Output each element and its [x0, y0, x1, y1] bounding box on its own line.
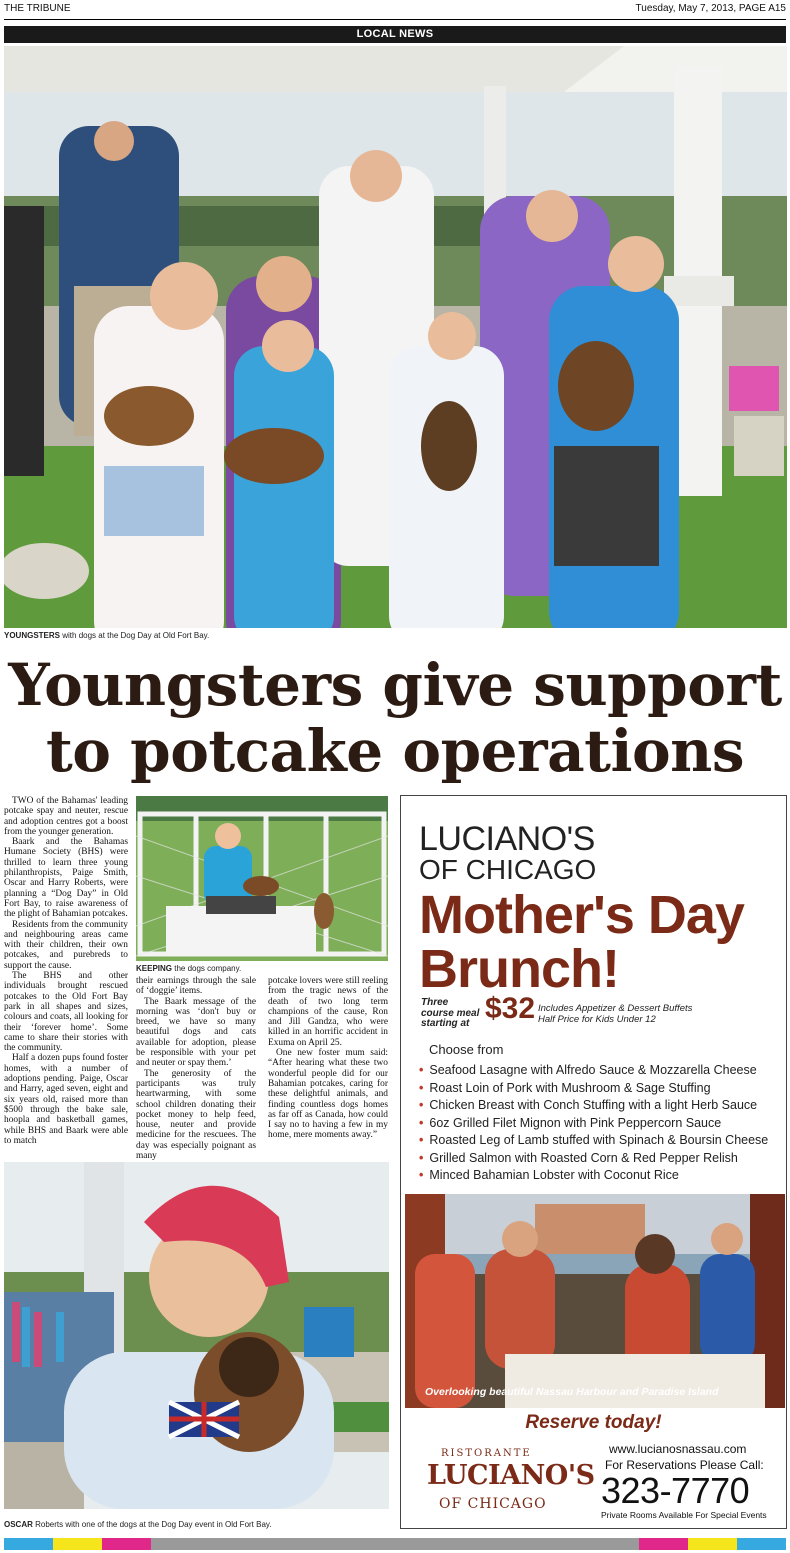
- color-swatch: [639, 1538, 688, 1550]
- menu-item: [419, 1097, 768, 1115]
- section-label: LOCAL NEWS: [4, 26, 786, 43]
- caption-text: Roberts with one of the dogs at the Dog Day event in Old Fort Bay.: [32, 1520, 272, 1529]
- bullet-icon: •: [419, 1063, 424, 1077]
- ad-phone-number[interactable]: 323-7770: [601, 1470, 750, 1511]
- color-swatch: [542, 1538, 591, 1550]
- color-swatch: [346, 1538, 395, 1550]
- color-swatch: [737, 1538, 786, 1550]
- main-photo: [4, 46, 787, 628]
- color-swatch: [444, 1538, 493, 1550]
- dateline: Tuesday, May 7, 2013, PAGE A15: [635, 3, 786, 14]
- inset-photo: [136, 796, 388, 961]
- masthead-rule: [4, 19, 786, 20]
- paragraph: The generosity of the participants was truly heartwarming, with some school children donating their pocket money to help feed, house, neuter and provide medicine for the rescuees. The day was especially poignant as many: [136, 1068, 256, 1162]
- ad-course-line: starting at: [421, 1018, 470, 1029]
- paragraph: potcake lovers were still reeling from the tragic news of the death of two long term champions of the cause, Ron and Jill Gandza, who were killed in an horrific accident in Exuma on April 25.: [268, 976, 388, 1048]
- menu-item-label: 6oz Grilled Filet Mignon with Pink Peppercorn Sauce: [429, 1115, 722, 1130]
- caption-lead: KEEPING: [136, 964, 173, 973]
- menu-item: [419, 1132, 768, 1150]
- ad-brand-city: OF CHICAGO: [419, 854, 597, 885]
- color-swatch: [200, 1538, 249, 1550]
- menu-item-label: Roast Loin of Pork with Mushroom & Sage Stuffing: [429, 1080, 711, 1095]
- ad-reservations-text: For Reservations Please Call:: [605, 1458, 764, 1472]
- paragraph: TWO of the Bahamas' leading potcake spay and neuter, rescue and adoption centres got a boost from the younger generation.: [4, 796, 128, 837]
- bullet-icon: •: [419, 1168, 424, 1182]
- ad-menu-list: [419, 1062, 768, 1185]
- paragraph: Half a dozen pups found foster homes, with a number of adoptions pending. Paige, Oscar and Harry, aged seven, eight and six years old, raised more than $500 through the bake sale, hoopla and basketball games, while BHS and Baark were able to match: [4, 1053, 128, 1146]
- color-swatch: [493, 1538, 542, 1550]
- color-swatch: [53, 1538, 102, 1550]
- color-swatch: [151, 1538, 200, 1550]
- paragraph: Residents from the community and neighbouring areas came with their children, their own potcakes, and purebreds to support the cause.: [4, 919, 128, 971]
- oscar-photo: [4, 1162, 389, 1509]
- menu-item-label: Roasted Leg of Lamb stuffed with Spinach & Boursin Cheese: [429, 1133, 769, 1147]
- color-swatch: [297, 1538, 346, 1550]
- menu-item: [419, 1062, 768, 1080]
- ad-reserve-heading: Reserve today!: [525, 1412, 662, 1433]
- ad-includes-line: Includes Appetizer & Dessert Buffets: [538, 1003, 693, 1014]
- color-swatch: [591, 1538, 640, 1550]
- ad-price: $32: [485, 992, 536, 1025]
- ad-title: [419, 885, 744, 999]
- ad-logo-ristorante: RISTORANTE: [441, 1448, 532, 1459]
- caption-lead: OSCAR: [4, 1520, 33, 1529]
- paragraph: The Baark message of the morning was ‘don't buy or breed, we have so many beautiful dogs and cats available for adoption, please be responsible with your pet and neuter or spay them.’: [136, 996, 256, 1069]
- color-swatch: [688, 1538, 737, 1550]
- menu-item-label: Seafood Lasagne with Alfredo Sauce & Mozzarella Cheese: [429, 1063, 757, 1077]
- ad-choose-heading: Choose from: [429, 1042, 504, 1057]
- menu-item: [419, 1167, 768, 1185]
- color-swatch: [4, 1538, 53, 1550]
- ad-private-rooms: Private Rooms Available For Special Events: [601, 1510, 767, 1520]
- ad-includes: [538, 1004, 692, 1025]
- caption-lead: YOUNGSTERS: [4, 631, 61, 640]
- menu-item-label: Grilled Salmon with Roasted Corn & Red Pepper Relish: [429, 1150, 738, 1165]
- registration-color-bar: [4, 1538, 786, 1550]
- ad-photo-caption: Overlooking beautiful Nassau Harbour and Paradise Island: [425, 1386, 719, 1398]
- paragraph: One new foster mum said: “After hearing what these two wonderful people did for our Bahamian potcakes, caring for these delightful animals, and finding countless dogs homes as far off as Canada, how could I say no to having a few in my home, mere moments away.”: [268, 1048, 388, 1141]
- ad-logo-city: OF CHICAGO: [439, 1496, 547, 1512]
- article-column-1: [4, 796, 128, 1146]
- oscar-photo-caption: [4, 1520, 272, 1529]
- menu-item: [419, 1080, 768, 1098]
- caption-text: the dogs company.: [172, 964, 242, 973]
- headline-line-2: to potcake operations: [46, 717, 744, 785]
- ad-photo: [405, 1194, 785, 1408]
- bullet-icon: •: [419, 1080, 424, 1095]
- ad-course-text: [421, 998, 479, 1030]
- bullet-icon: •: [419, 1115, 424, 1130]
- article-column-3: [268, 976, 388, 1141]
- ad-course-line: Three: [421, 997, 449, 1008]
- paragraph: Baark and the Bahamas Humane Society (BHS) were thrilled to learn three young philanthropists, Paige Smith, Oscar and Harry Roberts, were planning a “Dog Day” in Old Fort Bay, to raise awareness of the plight of Bahamian potcakes.: [4, 837, 128, 920]
- ad-title-line-1: Mother's Day: [419, 885, 744, 945]
- ad-course-line: course meal: [421, 1007, 480, 1019]
- ad-title-line-2: Brunch!: [419, 939, 619, 999]
- ad-brand-name: LUCIANO'S: [419, 820, 595, 858]
- main-photo-caption: [4, 631, 209, 640]
- menu-item-label: Chicken Breast with Conch Stuffing with a light Herb Sauce: [429, 1098, 758, 1112]
- ad-logo-name: LUCIANO'S: [427, 1460, 595, 1491]
- color-swatch: [102, 1538, 151, 1550]
- color-swatch: [395, 1538, 444, 1550]
- headline-line-1: Youngsters give support: [8, 651, 782, 719]
- menu-item-label: Minced Bahamian Lobster with Coconut Rice: [429, 1168, 679, 1182]
- ad-website-link[interactable]: www.lucianosnassau.com: [609, 1442, 747, 1456]
- color-swatch: [248, 1538, 297, 1550]
- bullet-icon: •: [419, 1150, 424, 1165]
- lucianos-advertisement[interactable]: [400, 795, 787, 1529]
- masthead: [4, 3, 786, 17]
- menu-item: [419, 1115, 768, 1133]
- bullet-icon: •: [419, 1098, 424, 1112]
- bullet-icon: •: [419, 1133, 424, 1147]
- caption-text: with dogs at the Dog Day at Old Fort Bay.: [60, 631, 210, 640]
- ad-includes-line: Half Price for Kids Under 12: [538, 1013, 656, 1025]
- article-column-2: [136, 976, 256, 1161]
- menu-item: [419, 1150, 768, 1168]
- paragraph: their earnings through the sale of ‘doggie’ items.: [136, 976, 256, 997]
- paper-name: THE TRIBUNE: [4, 3, 71, 14]
- headline: [4, 652, 786, 784]
- inset-photo-caption: [136, 964, 241, 973]
- paragraph: The BHS and other individuals brought rescued potcakes to the Old Fort Bay park in all shapes and sizes, colours and coats, all looking for their ‘forever home’. Some came to share their stories with the community.: [4, 971, 128, 1054]
